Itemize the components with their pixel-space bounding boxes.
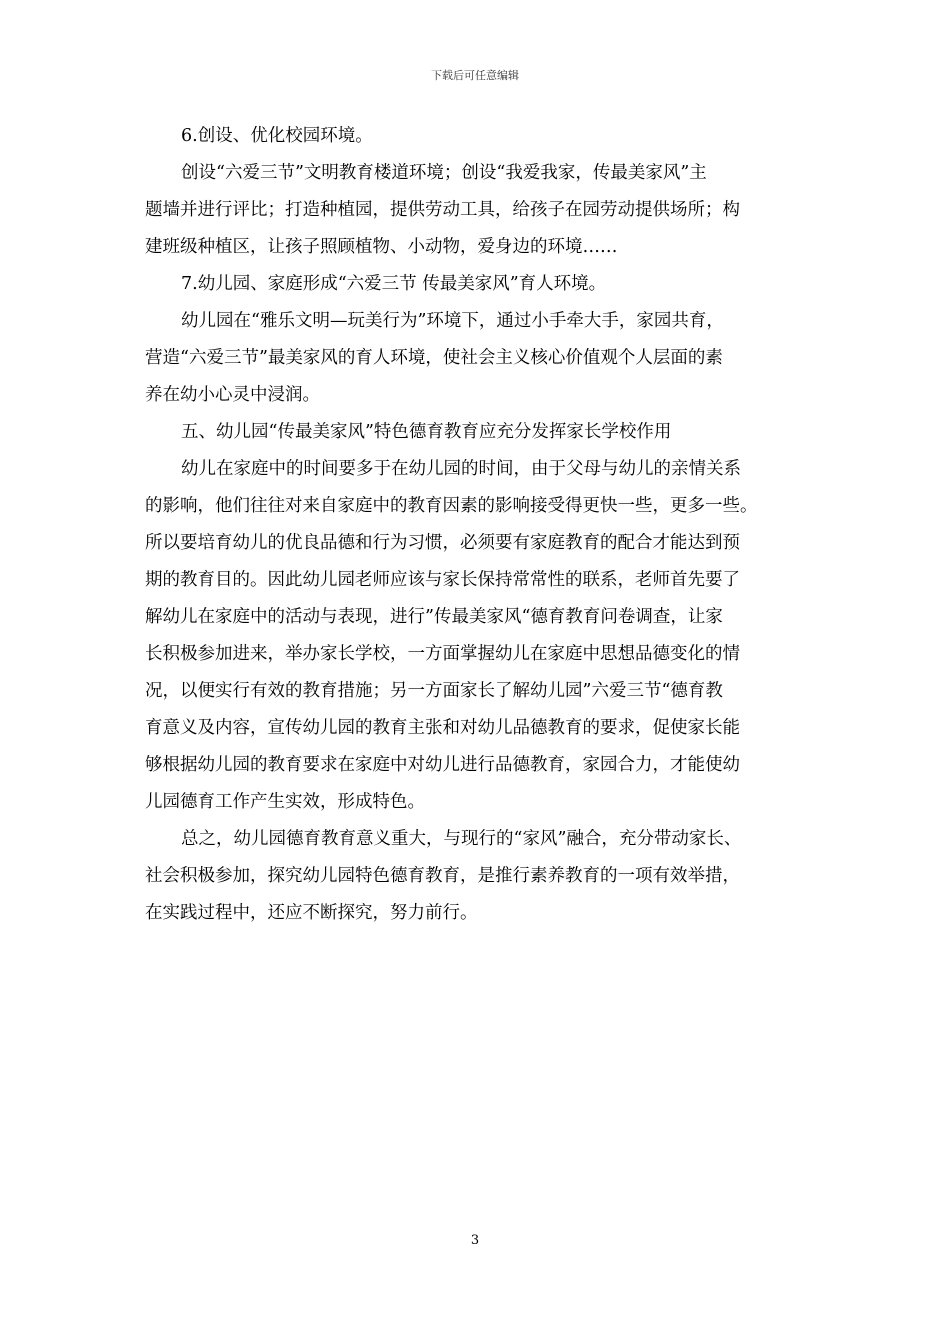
section-heading-5: 五、幼儿园“传最美家风”特色德育教育应充分发挥家长学校作用 bbox=[181, 422, 672, 442]
paragraph-line: 况，以便实行有效的教育措施；另一方面家长了解幼儿园”六爱三节“德育教 bbox=[145, 681, 723, 701]
paragraph-line: 创设“六爱三节”文明教育楼道环境；创设“我爱我家，传最美家风”主 bbox=[181, 163, 707, 183]
paragraph-line: 所以要培育幼儿的优良品德和行为习惯，必须要有家庭教育的配合才能达到预 bbox=[145, 533, 740, 553]
paragraph-line: 幼儿园在“雅乐文明—玩美行为”环境下，通过小手牵大手，家园共育， bbox=[181, 311, 724, 331]
paragraph-line: 期的教育目的。因此幼儿园老师应该与家长保持常常性的联系，老师首先要了 bbox=[145, 570, 740, 590]
paragraph-line: 总之，幼儿园德育教育意义重大，与现行的“家风”融合，充分带动家长、 bbox=[181, 829, 742, 849]
paragraph-line: 育意义及内容，宣传幼儿园的教育主张和对幼儿品德教育的要求，促使家长能 bbox=[145, 718, 740, 738]
paragraph-line: 养在幼小心灵中浸润。 bbox=[145, 385, 320, 405]
paragraph-line: 长积极参加进来，举办家长学校，一方面掌握幼儿在家庭中思想品德变化的情 bbox=[145, 644, 740, 664]
paragraph-line: 营造“六爱三节”最美家风的育人环境，使社会主义核心价值观个人层面的素 bbox=[145, 348, 723, 368]
page-number: 3 bbox=[470, 1233, 480, 1248]
paragraph-line: 题墙并进行评比；打造种植园，提供劳动工具，给孩子在园劳动提供场所；构 bbox=[145, 200, 740, 220]
paragraph-line: 社会积极参加，探究幼儿园特色德育教育，是推行素养教育的一项有效举措， bbox=[145, 866, 740, 886]
paragraph-line: 解幼儿在家庭中的活动与表现，进行”传最美家风“德育教育问卷调查，让家 bbox=[145, 607, 723, 627]
paragraph-line: 儿园德育工作产生实效，形成特色。 bbox=[145, 792, 425, 812]
paragraph-line: 建班级种植区，让孩子照顾植物、小动物，爱身边的环境…… bbox=[145, 237, 618, 257]
document-body bbox=[145, 118, 810, 932]
section-heading-6: 6.创设、优化校园环境。 bbox=[181, 126, 373, 146]
paragraph-line: 在实践过程中，还应不断探究，努力前行。 bbox=[145, 903, 478, 923]
paragraph-line: 的影响，他们往往对来自家庭中的教育因素的影响接受得更快一些，更多一些。 bbox=[145, 496, 758, 516]
paragraph-line: 幼儿在家庭中的时间要多于在幼儿园的时间，由于父母与幼儿的亲情关系 bbox=[181, 459, 741, 479]
section-heading-7: 7.幼儿园、家庭形成“六爱三节 传最美家风”育人环境。 bbox=[181, 274, 607, 294]
paragraph-line: 够根据幼儿园的教育要求在家庭中对幼儿进行品德教育，家园合力，才能使幼 bbox=[145, 755, 740, 775]
header-note: 下载后可任意编辑 bbox=[431, 69, 519, 82]
